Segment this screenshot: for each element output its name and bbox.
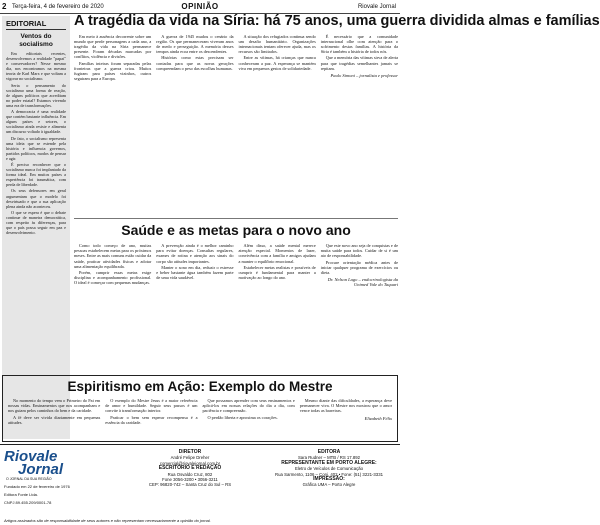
article-paragraph: Que este novo ano seja de conquistas e de muita saúde para todos. Cuidar de si é um ato de responsabilidade. <box>320 243 398 259</box>
article-signature: Paulo Simoni – jornalista e professor <box>330 72 398 78</box>
director-name: André Felipe Dreher <box>170 455 210 461</box>
article-paragraph: Histórias como estas precisam ser contadas para que as novas gerações compreendam o peso das escolhas humanas. <box>156 55 234 71</box>
office-cep: CEP: 96820-742 – Santa Cruz do Sul – RS <box>148 482 232 488</box>
disclaimer: Artigos assinados são de responsabilidade de seus autores e não representam necessariamente a opinião do jornal. <box>4 518 211 523</box>
article-column <box>74 34 151 83</box>
printing-name: Gráfica UMA – Porto Alegre <box>302 482 356 488</box>
editorial-paragraph: Em editoriais recentes, desenvolvemos a realidade "papai" e conservadores? Nesse mesmo dia, nos encontramos na mesma teoria de Karl Marx e que voltam a vigorar no socialismo. <box>6 51 66 82</box>
article-column <box>300 398 392 426</box>
representative-name: Eletro de Veículos de Comunicação <box>294 466 364 472</box>
article-column <box>156 34 233 83</box>
article-paragraph: Famílias inteiras foram separadas pelas fronteiras que a guerra criou. Muitos fugiram para países vizinhos, outros seguiram para a Europa. <box>74 60 152 82</box>
article-column <box>105 398 197 426</box>
editorial-paragraph: O que se espera é que o debate continue de maneira democrática, com respeito às diferenças, para que o país possa seguir em paz e desenvolvimento. <box>6 209 66 236</box>
article-signature: Dr. Nelson Lago – endocrinologista da Unimed Vale do Taquari <box>327 277 398 288</box>
article-spiritism <box>2 375 398 442</box>
editor-title: EDITORA <box>317 449 341 455</box>
publication-name: Riovale Jornal <box>357 4 396 10</box>
article-column <box>321 243 398 287</box>
publisher-cnpj: CNPJ 89.455.209/0001-78 <box>4 500 52 505</box>
article-paragraph: O perdão liberta e aproxima os corações. <box>207 414 278 420</box>
article-paragraph: Além disso, a saúde mental merece atenção especial. Momentos de lazer, convivência com a família e amigos ajudam a manter o equilíbrio emocional. <box>238 243 316 264</box>
page-header <box>0 0 400 14</box>
article-paragraph: Como todo começo de ano, muitas pessoas estabelecem metas para os próximos meses. Entre as mais comuns estão cuidar da saúde, praticar atividades físicas e adotar uma alimentação equilibrada. <box>74 243 152 269</box>
publisher-name: Editora Fonte Ltda. <box>4 492 39 497</box>
divider <box>74 218 398 219</box>
masthead-footer <box>0 444 400 525</box>
article-health-headline: Saúde e as metas para o novo ano <box>121 222 351 238</box>
article-paragraph: Entre as vítimas, há crianças que nunca conheceram a paz. A esperança se mantém viva em pequenos gestos de solidariedade. <box>238 55 316 71</box>
editorial-label: EDITORIAL <box>6 19 66 30</box>
article-column <box>239 243 316 287</box>
article-column <box>239 34 316 83</box>
director-title: DIRETOR <box>178 449 202 455</box>
article-paragraph: Praticar o bem sem esperar recompensa é a essência da caridade. <box>105 414 198 425</box>
issue-date: Terça-feira, 4 de fevereiro de 2020 <box>12 4 104 10</box>
article-column <box>203 398 295 426</box>
article-paragraph: O exemplo do Mestre Jesus é a maior referência de amor e humildade. Seguir seus passos é um convite à transformação interior. <box>105 398 198 414</box>
editor-block <box>262 450 396 488</box>
editorial-paragraph: A democracia é uma realidade que contém bastante influência. Em alguns países e setores, o socialismo ainda resiste e alimenta um discurso voltado à igualdade. <box>6 109 66 135</box>
article-paragraph: Porém, cumprir essas metas exige disciplina e acompanhamento profissional. O ideal é começar com pequenas mudanças. <box>74 270 152 286</box>
article-spiritism-headline: Espiritismo em Ação: Exemplo do Mestre <box>67 379 333 394</box>
representative-title: REPRESENTANTE EM PORTO ALEGRE: <box>281 459 377 466</box>
editor-name: Sara Rudner – MTB / RS 17.892 <box>297 455 361 461</box>
article-paragraph: Que a memória das vítimas sirva de alerta para que tragédias semelhantes jamais se repitam. <box>320 55 398 71</box>
article-paragraph: Que possamos aprender com seus ensinamentos e aplicá-los em nossas relações do dia a dia, com paciência e compreensão. <box>202 398 295 414</box>
article-paragraph: Manter o sono em dia, reduzir o estresse e beber bastante água também fazem parte de uma vida saudável. <box>156 264 234 281</box>
article-column <box>156 243 233 287</box>
director-email: comercial@riovalejornal.com.br <box>159 460 221 466</box>
article-signature: Elizabeth Félix <box>364 415 392 421</box>
printing-title: IMPRESSÃO: <box>313 476 345 483</box>
editorial-paragraph: É preciso reconhecer que o socialismo nunca foi implantado da forma ideal. Em muitos países a experiência foi traumática, com perda de liberdade. <box>6 161 66 188</box>
article-paragraph: Em meio à ausência decorrente sobre um mundo que perde personagens a cada ano, a tragédia da vida na Síria permanece presente. Foram décadas marcadas por conflitos, violência e divisões. <box>74 33 152 60</box>
article-paragraph: É necessário que a comunidade internacional olhe com atenção para o sofrimento destas famílias. A história da Síria é também a história de todos nós. <box>320 33 398 55</box>
logo-tagline: O JORNAL DA SUA REGIÃO <box>6 477 52 481</box>
logo-line-1: Riovale <box>4 448 58 465</box>
article-paragraph: Estabelecer metas realistas e possíveis de cumprir é fundamental para manter a motivação ao longo do ano. <box>238 264 316 281</box>
article-syria <box>74 13 600 170</box>
editorial-paragraph: Os seus defensores em geral argumentam que o modelo foi desvirtuado e que a sua aplicação plena ainda não aconteceu. <box>6 188 66 209</box>
office-phone: Fone 3056-3200 • 3056-3211 <box>162 477 218 483</box>
article-column <box>8 398 100 426</box>
article-paragraph: A guerra de 1945 mudou o cenário da região. Os que permaneceram viveram anos de medo e perseguição. A memória desses tempos ainda ecoa entre os descendentes. <box>156 33 234 55</box>
office-title: ESCRITÓRIO E REDAÇÃO <box>158 465 222 472</box>
logo-line-2: Jornal <box>18 461 64 478</box>
office-address: Rua Osvaldo Cruz, 802 <box>167 471 213 477</box>
article-paragraph: A prevenção ainda é o melhor caminho para evitar doenças. Consultas regulares, exames de rotina e atenção aos sinais do corpo são atitudes importantes. <box>156 243 234 264</box>
editorial-paragraph: De fato, o socialismo representa uma ideia que se estende pela história e influencia governos, partidos políticos, modos de pensar e agir. <box>6 135 66 161</box>
article-health <box>74 222 398 372</box>
article-paragraph: No momento do tempo vem o Primeiro do Pai em nossas vidas. Ensinamentos que nos acompanham e nos guiam pelos caminhos do bem e da caridade. <box>8 398 101 414</box>
article-column <box>321 34 398 83</box>
page-number: 2 <box>2 2 7 11</box>
article-paragraph: A fé deve ser vivida diariamente em pequenas atitudes. <box>8 414 101 425</box>
founded-date: Fundado em 22 de fevereiro de 1976 <box>4 484 70 489</box>
article-syria-headline: A tragédia da vida na Síria: há 75 anos, uma guerra dividida almas e famílias <box>74 13 600 29</box>
article-column <box>74 243 151 287</box>
section-title: OPINIÃO <box>181 2 219 11</box>
article-paragraph: A situação dos refugiados continua sendo um desafio humanitário. Organizações internacionais tentam oferecer ajuda, mas os recursos são limitados. <box>238 33 316 55</box>
article-paragraph: Mesmo diante das dificuldades, a esperança deve permanecer viva. O Mestre nos mostrou que o amor vence todas as barreiras. <box>299 398 392 414</box>
newspaper-logo <box>4 450 86 505</box>
representative-address: Rua Sarmento, 1106 – Conj. 402 • Fone: (51) 3221-3331 <box>275 471 383 477</box>
director-block <box>130 450 250 488</box>
article-paragraph: Procure orientação médica antes de iniciar qualquer programa de exercícios ou dieta. <box>320 259 398 276</box>
editorial-title: Ventos do socialismo <box>19 33 53 48</box>
editorial-paragraph: Seria o pensamento do socialismo uma forma de reação, de alguns políticos que acreditam no poder estatal? Estamos vivendo uma era de transformações. <box>6 82 66 108</box>
